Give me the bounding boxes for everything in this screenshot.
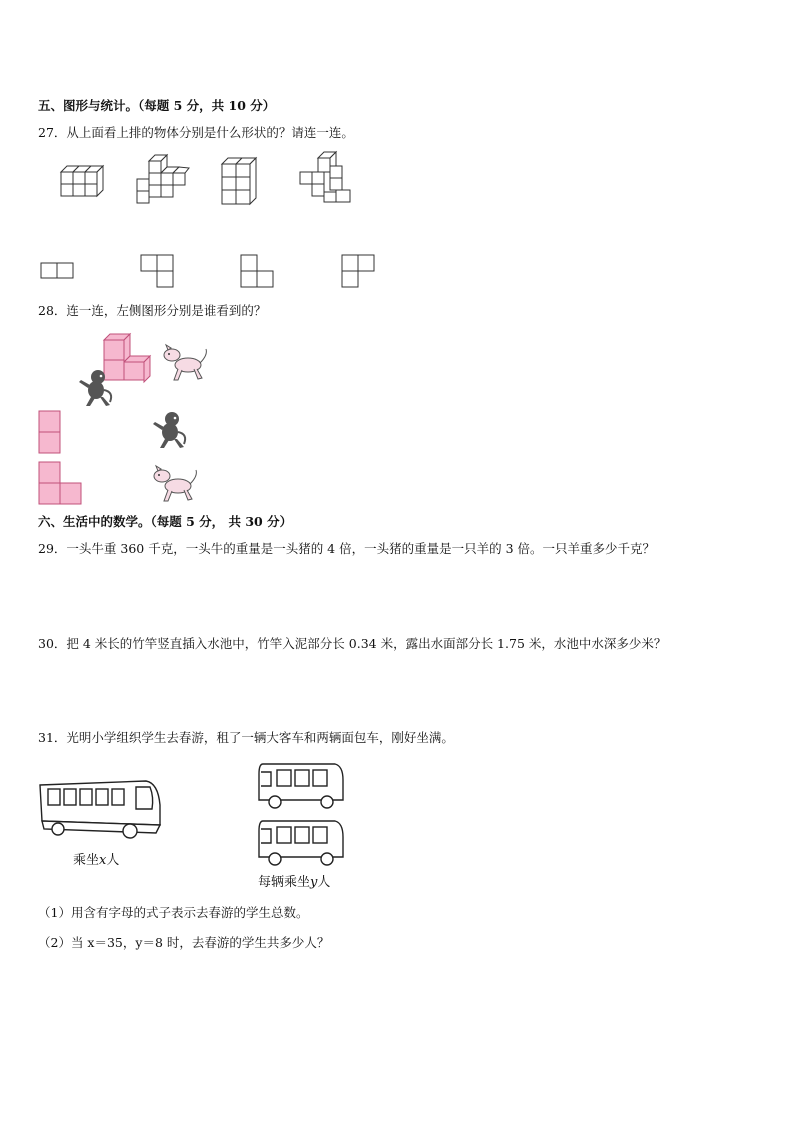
cube-stack-1: [55, 160, 105, 205]
question-27: 27．从上面看上排的物体分别是什么形状的？请连一连。: [38, 125, 354, 140]
cube-stack-2: [137, 155, 189, 207]
monkey-icon: [76, 368, 116, 408]
van-icon-2: [255, 817, 345, 869]
question-29: 29．一头牛重 360 千克，一头牛的重量是一头猪的 4 倍，一头猪的重量是一只羊的 3 倍。一只羊重多少千克？: [38, 541, 656, 556]
view-shape-l: [38, 461, 84, 507]
top-view-3: [240, 254, 276, 290]
bus-icon: [36, 775, 164, 841]
question-28: 28．连一连，左侧图形分别是谁看到的？: [38, 303, 267, 318]
dog-icon-2: [150, 466, 202, 504]
top-view-1: [40, 262, 76, 280]
monkey-icon-2: [150, 410, 190, 450]
van-icon-1: [255, 760, 345, 812]
top-view-2: [140, 254, 176, 290]
top-view-4: [341, 254, 377, 290]
section-5-heading: 五、图形与统计。（每题 5 分，共 10 分）: [38, 98, 276, 113]
question-31: 31．光明小学组织学生去春游，租了一辆大客车和两辆面包车，刚好坐满。: [38, 730, 454, 745]
bus-caption: 乘坐x人: [73, 853, 120, 868]
question-31-sub-1: （1）用含有字母的式子表示去春游的学生总数。: [38, 905, 309, 920]
dog-icon: [160, 345, 210, 383]
view-shape-vertical: [38, 410, 64, 456]
cube-stack-3: [222, 158, 267, 206]
cube-stack-4: [300, 152, 355, 207]
question-31-sub-2: （2）当 x＝35，y＝8 时，去春游的学生共多少人？: [38, 935, 330, 950]
section-6-heading: 六、生活中的数学。（每题 5 分， 共 30 分）: [38, 514, 293, 529]
question-30: 30．把 4 米长的竹竿竖直插入水池中，竹竿入泥部分长 0.34 米，露出水面部分长 1.75 米，水池中水深多少米？: [38, 636, 667, 651]
van-caption: 每辆乘坐y人: [258, 875, 331, 890]
